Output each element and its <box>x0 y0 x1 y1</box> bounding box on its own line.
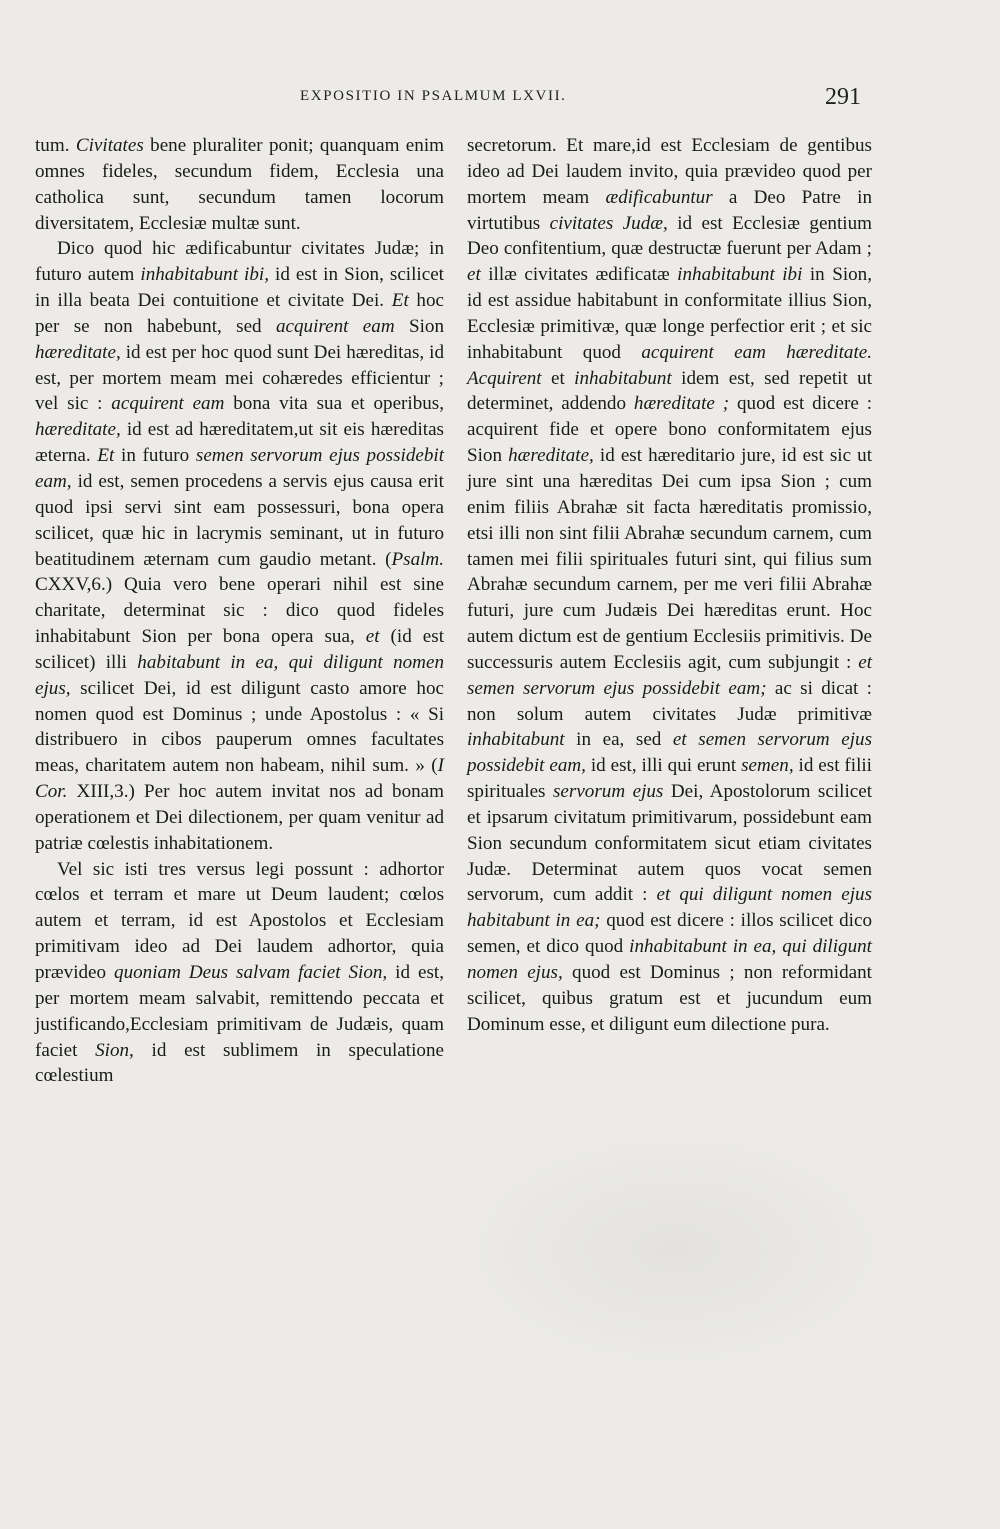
italic-text: servorum ejus <box>552 781 664 803</box>
text-run: id est per hoc quod sunt Dei hæreditas, id est, per mortem meam mei cohæredes efficientur ; vel sic : <box>35 341 444 415</box>
text-run: et <box>541 367 575 389</box>
text-run: quod est Dominus ; non reformidant scilicet, quibus gratum est et jucundum eum Dominum esse, et diligunt eum dilectione pura. <box>467 962 872 1035</box>
text-run: bene pluraliter ponit; quanquam enim omnes fideles, secundum fidem, Ecclesia una catholica sunt, secundum tamen locorum diversitatem, Ecclesiæ multæ sunt. <box>35 135 444 234</box>
paragraph <box>35 857 444 1090</box>
italic-text: Et <box>391 290 409 312</box>
text-run: id est sublimem in speculatione cœlestium <box>35 1039 444 1087</box>
text-run: in Sion, id est assidue habitabunt in conformitate illius Sion, Ecclesiæ primitivæ, quæ longe perfectior erit ; et sic inhabitabunt quod <box>467 264 872 363</box>
running-header <box>0 84 1000 114</box>
text-run: id est in Sion, scilicet in illa beata Dei contuitione et civitate Dei. <box>35 264 444 312</box>
text-run: id est filii spirituales <box>467 755 872 803</box>
text-run: id est Ecclesiæ gentium Deo confitentium, quæ destructæ fuerunt per Adam ; <box>467 212 872 260</box>
italic-text: hæreditate, <box>35 419 121 441</box>
text-run: Dei, Apostolorum scilicet et ipsarum civitatum primitivarum, possidebunt eam Sion secundum conformitatem sicut etiam civitates Judæ. Determinat autem quos vocat semen servorum, cum addit : <box>467 781 872 906</box>
italic-text: Psalm. <box>391 548 444 570</box>
text-run: (id est scilicet) illi <box>35 626 445 673</box>
italic-text: quoniam Deus salvam faciet Sion, <box>114 962 388 983</box>
italic-text: et qui diligunt nomen ejus habitabunt in ea; <box>467 884 872 932</box>
text-run: bona vita sua et operibus, <box>224 393 444 415</box>
italic-text: hæreditate, <box>35 341 121 363</box>
italic-text: et semen servorum ejus possidebit eam; <box>467 651 872 699</box>
italic-text: hæreditate, <box>508 445 594 467</box>
italic-text: inhabitabunt <box>467 729 565 751</box>
italic-text: civitates Judæ, <box>549 212 668 234</box>
text-run: XIII,3.) Per hoc autem invitat nos ad bonam operationem et Dei dilectionem, per quam venitur ad patriæ cœlestis inhabitationem. <box>35 781 444 854</box>
italic-text: acquirent eam <box>275 315 395 337</box>
text-run: in futuro <box>114 445 196 467</box>
running-title: EXPOSITIO IN PSALMUM LXVII. <box>300 88 567 104</box>
italic-text: Et <box>97 445 115 467</box>
italic-text: semen, <box>741 755 794 777</box>
text-run: id est, per mortem meam salvabit, remittendo peccata et justificando,Ecclesiam primitivam de Judæis, quam faciet <box>35 962 444 1061</box>
text-run: scilicet Dei, id est diligunt casto amore hoc nomen quod est Dominus ; unde Apostolus : « Si distribuero in cibos pauperum omnes facultates meas, charitatem autem non habeam, nihil sum. » ( <box>35 677 444 777</box>
italic-text: Civitates <box>75 135 144 156</box>
italic-text: habitabunt in ea, qui diligunt nomen ejus, <box>35 651 444 699</box>
text-run: secretorum. Et mare,id est Ecclesiam de gentibus ideo ad Dei laudem invito, quia prævideo quod per mortem meam <box>467 135 872 208</box>
text-run: Sion <box>394 315 445 337</box>
text-run: in ea, sed <box>564 729 673 751</box>
italic-text: inhabitabunt <box>574 367 672 389</box>
italic-text: ædificabuntur <box>605 186 713 208</box>
show-through-shading <box>440 1120 910 1380</box>
page-number: 291 <box>825 84 861 110</box>
paragraph <box>35 236 444 856</box>
text-run: id est, illi qui erunt <box>585 755 742 777</box>
italic-text: acquirent eam hæreditate. Acquirent <box>467 341 872 389</box>
text-run: CXXV,6.) Quia vero bene operari nihil est sine charitate, determinat sic : dico quod fideles inhabitabunt Sion per bona opera sua, <box>35 574 444 648</box>
text-run: a Deo Patre in virtutibus <box>467 186 872 234</box>
text-run: id est, semen procedens a servis ejus causa erit quod ipsi servi sint eam possessuri, bona opera scilicet, quæ hic in lacrymis seminant, ut in futuro beatitudinem æternam cum gaudio metant. ( <box>35 470 444 570</box>
text-run: quod est dicere : acquirent fide et opere bono conformitatem ejus Sion <box>467 393 873 467</box>
text-run: Dico quod hic ædificabuntur civitates Judæ; in futuro autem <box>35 238 444 286</box>
italic-text: semen servorum ejus possidebit eam, <box>35 445 444 492</box>
text-run: quod est dicere : illos scilicet dico semen, et dico quod <box>467 910 872 958</box>
paragraph <box>467 133 872 1038</box>
text-run: hoc per se non habebunt, sed <box>35 290 445 337</box>
italic-text: Sion, <box>95 1039 134 1061</box>
italic-text: et <box>467 264 481 286</box>
text-run: id est hæreditario jure, id est sic ut jure sint una hæreditas Dei cum ipsa Sion ; cum enim filiis Abrahæ sit facta hæreditatis promissio, etsi illi non sint filii Abrahæ secundum carnem, cum tamen mei filii spirituales futuri sint, qui filius sum Abrahæ secundum carnem, per me veri filii Abrahæ futuri, jure cum Judæis Dei hæreditas erunt. Hoc autem dictum est de gentium Ecclesiis primitivis. De successuris autem Ecclesiis agit, cum subjungit : <box>467 445 872 673</box>
italic-text: inhabitabunt ibi, <box>140 264 269 286</box>
left-column <box>35 133 444 1089</box>
text-run: Vel sic isti tres versus legi possunt : adhortor cœlos et terram et mare ut Deum laudent; cœlos autem et terram, id est Apostolos et Ecclesiam primitivam ideo ad Dei laudem adhortor, quia prævideo <box>35 858 444 983</box>
italic-text: inhabitabunt in ea, qui diligunt nomen ejus, <box>467 936 872 983</box>
text-run: id est ad hæreditatem,ut sit eis hæreditas æterna. <box>35 419 444 467</box>
italic-text: hæreditate ; <box>633 393 730 415</box>
italic-text: et <box>365 626 380 648</box>
text-run: ac si dicat : non solum autem civitates Judæ primitivæ <box>467 677 872 725</box>
text-run: illæ civitates ædificatæ <box>480 264 678 286</box>
italic-text: acquirent eam <box>111 393 225 415</box>
italic-text: et semen servorum ejus possidebit eam, <box>467 729 873 777</box>
italic-text: inhabitabunt ibi <box>677 264 803 286</box>
paragraph <box>35 133 444 236</box>
text-run: idem est, sed repetit ut determinet, addendo <box>467 367 872 415</box>
text-run: tum. <box>35 135 76 156</box>
italic-text: I Cor. <box>35 755 444 803</box>
right-column <box>467 133 872 1038</box>
